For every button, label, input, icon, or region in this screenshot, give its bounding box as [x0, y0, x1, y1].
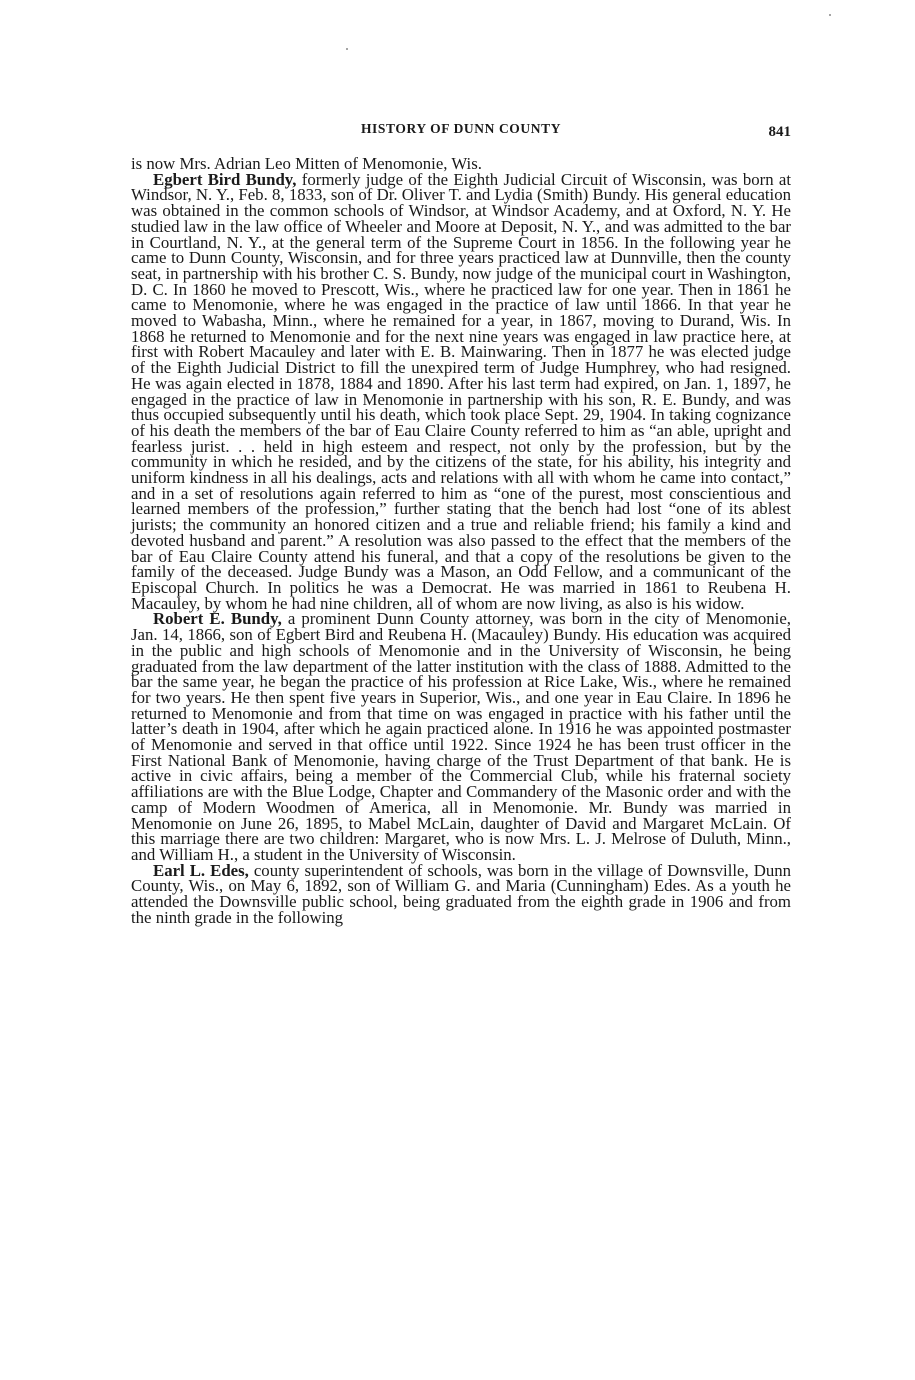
- paragraph-earl-l-edes: [131, 860, 791, 927]
- biography-subject-name: Robert E. Bundy,: [153, 609, 282, 629]
- body-text: [131, 156, 791, 925]
- biography-subject-name: Earl L. Edes,: [153, 860, 249, 880]
- scan-speck: [829, 14, 831, 16]
- paragraph-text: is now Mrs. Adrian Leo Mitten of Menomonie, Wis.: [131, 154, 482, 173]
- page-header: [131, 121, 791, 141]
- running-head: HISTORY OF DUNN COUNTY: [360, 121, 562, 136]
- paragraph-text: county superintendent of schools, was born in the village of Downsville, Dunn County, Wis., on May 6, 1892, son of William G. and Maria (Cunningham) Edes. As a youth he attended the Downsville public school, being graduated from the eighth grade in 1906 and from the ninth grade in the following: [131, 860, 791, 927]
- paragraph-text: formerly judge of the Eighth Judicial Circuit of Wisconsin, was born at Windsor, N. Y., Feb. 8, 1833, son of Dr. Oliver T. and Lydia (Smith) Bundy. His general education was obtained in the common schools of Windsor, at Windsor Academy, and at Oxford, N. Y. He studied law in the law office of Wheeler and Moore at Deposit, N. Y., and was admitted to the bar in Courtland, N. Y., at the general term of the Supreme Court in 1856. In the following year he came to Dunn County, Wisconsin, and for three years practiced law at Dunnville, then the county seat, in partnership with his brother C. S. Bundy, now judge of the municipal court in Washington, D. C. In 1860 he moved to Prescott, Wis., where he practiced law for one year. Then in 1861 he came to Menomonie, where he was engaged in the practice of law until 1866. In that year he moved to Wabasha, Minn., where he remained for a year, in 1867, moving to Durand, Wis. In 1868 he returned to Menomonie and for the next nine years was engaged in law practice here, at first with Robert Macauley and later with E. B. Mainwaring. Then in 1877 he was elected judge of the Eighth Judicial District to fill the unexpired term of Judge Humphrey, who had resigned. He was again elected in 1878, 1884 and 1890. After his last term had expired, on Jan. 1, 1897, he engaged in the practice of law in Menomonie in partnership with his son, R. E. Bundy, and was thus occupied subsequently until his death, which took place Sept. 29, 1904. In taking cognizance of his death the members of the bar of Eau Claire County referred to him as “an able, upright and fearless jurist. . . held in high esteem and respect, not only by the profession, but by the community in which he resided, and by the citizens of the state, for his ability, his integrity and uniform kindness in all his dealings, acts and relations with all with whom he came into contact,” and in a set of resolutions again referred to him as “one of the purest, most conscientious and learned members of the profession,” further stating that the bench had lost “one of its ablest jurists; the community an honored citizen and a true and reliable friend; his family a kind and devoted husband and parent.” A resolution was also passed to the effect that the members of the bar of Eau Claire County attend his funeral, and that a copy of the resolutions be given to the family of the deceased. Judge Bundy was a Mason, an Odd Fellow, and a communicant of the Episcopal Church. In politics he was a Democrat. He was married in 1861 to Reubena H. Macauley, by whom he had nine children, all of whom are now living, as also is his widow.: [131, 169, 792, 613]
- page-number: 841: [768, 124, 791, 140]
- paragraph-robert-e-bundy: [131, 611, 791, 862]
- paragraph-egbert-bird-bundy: [131, 169, 792, 613]
- biography-subject-name: Egbert Bird Bundy,: [153, 169, 297, 189]
- paragraph-text: a prominent Dunn County attorney, was born in the city of Menomonie, Jan. 14, 1866, son of Egbert Bird and Reubena H. (Macauley) Bundy. His education was acquired in the public and high schools of Menomonie and in the University of Wisconsin, he being graduated from the law department of the latter institution with the class of 1888. Admitted to the bar the same year, he began the practice of his profession at Rice Lake, Wis., where he remained for two years. He then spent five years in Superior, Wis., and one year in Eau Claire. In 1896 he returned to Menomonie and from that time on was engaged in practice with his father until the latter’s death in 1904, after which he again practiced alone. In 1916 he was appointed postmaster of Menomonie and served in that office until 1922. Since 1924 he has been trust officer in the First National Bank of Menomonie, having charge of the Trust Department of that bank. He is active in civic affairs, being a member of the Commercial Club, while his fraternal society affiliations are with the Blue Lodge, Chapter and Commandery of the Masonic order and with the camp of Modern Woodmen of America, all in Menomonie. Mr. Bundy was married in Menomonie on June 26, 1895, to Mabel McLain, daughter of David and Margaret McLain. Of this marriage there are two children: Margaret, who is now Mrs. L. J. Melrose of Duluth, Minn., and William H., a student in the University of Wisconsin.: [131, 609, 791, 864]
- scan-speck: [346, 48, 348, 50]
